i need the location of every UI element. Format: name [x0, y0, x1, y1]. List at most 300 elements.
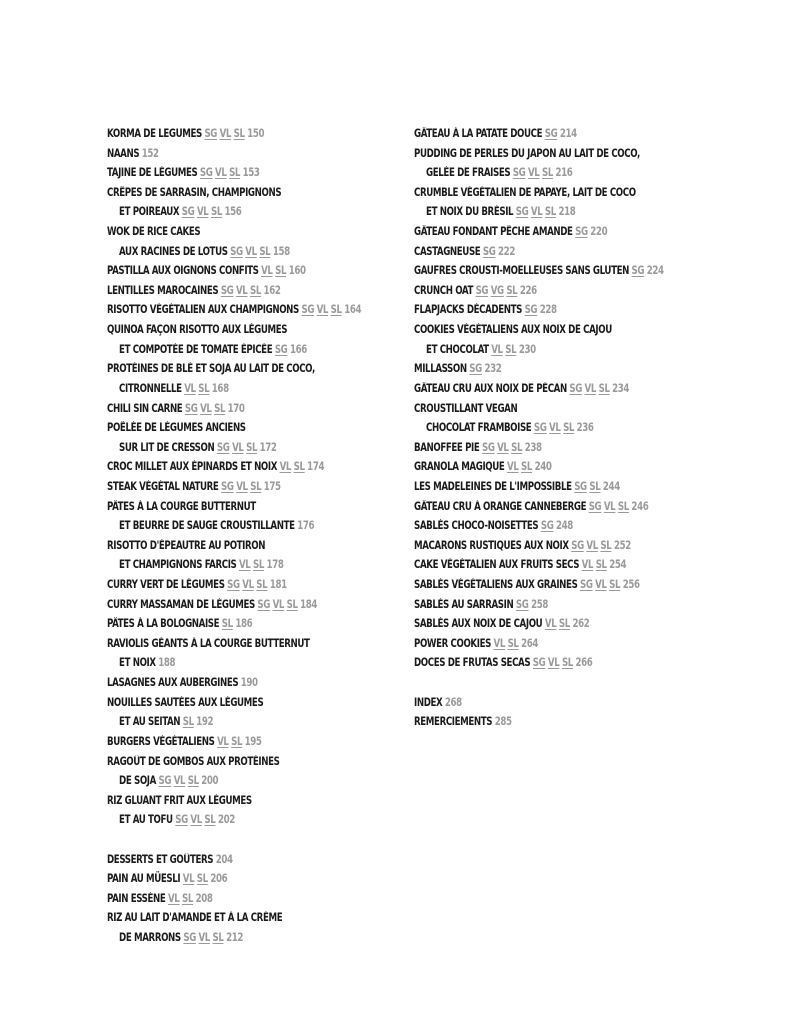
diet-tag-sl: SL: [221, 617, 233, 631]
toc-entry: [107, 693, 365, 713]
diet-tag-vl: VL: [527, 166, 540, 180]
diet-tag-sl: SL: [250, 283, 261, 297]
diet-tag-sl: SL: [182, 891, 193, 905]
entry-title: ET AU TOFU: [119, 813, 173, 827]
diet-tag-sg: SG: [301, 303, 315, 317]
entry-title: ET BEURRE DE SAUGE CROUSTILLANTE: [119, 519, 295, 533]
toc-entry: [107, 614, 365, 634]
page-number: 152: [141, 146, 159, 160]
entry-title: PÂTES À LA COURGE BUTTERNUT: [107, 499, 256, 513]
page-number: 258: [531, 597, 548, 611]
diet-tag-sl: SL: [182, 715, 194, 729]
entry-title: ET COMPOTÉE DE TOMATE ÉPICÉE: [119, 342, 273, 356]
toc-entry: [107, 261, 365, 281]
entry-title: RAGOÛT DE GOMBOS AUX PROTÉINES: [107, 754, 280, 768]
entry-title: KORMA DE LEGUMES: [107, 127, 202, 140]
page-number: 254: [609, 558, 627, 572]
entry-title: ET NOIX: [119, 656, 156, 670]
entry-title: REMERCIEMENTS: [414, 715, 493, 729]
entry-title: SABLÉS CHOCO-NOISETTES: [414, 519, 539, 533]
page-number: 230: [518, 342, 536, 356]
toc-column-left: [107, 124, 407, 948]
toc-entry: [107, 418, 365, 438]
toc-entry: [414, 516, 672, 536]
diet-tag-sl: SL: [521, 460, 533, 474]
diet-tag-vl: VL: [190, 813, 202, 827]
diet-tag-vl: VL: [200, 401, 212, 415]
page-number: 206: [210, 872, 228, 886]
page-number: 262: [572, 617, 590, 631]
diet-tag-sl: SL: [617, 499, 629, 513]
entry-title: GÂTEAU CRU À ORANGE CANNEBERGE: [414, 499, 587, 513]
page-number: 226: [519, 283, 537, 297]
diet-tag-sl: SL: [259, 244, 271, 258]
diet-tag-vl: VL: [261, 264, 273, 278]
diet-tag-sl: SL: [210, 205, 222, 219]
diet-tag-sl: SL: [600, 538, 612, 552]
toc-entry: [414, 595, 672, 615]
diet-tag-sg: SG: [227, 578, 240, 592]
toc-entry: [414, 614, 672, 634]
toc-entry: [107, 183, 365, 203]
diet-tag-vl: VL: [493, 636, 505, 650]
diet-tag-sl: SL: [204, 813, 216, 827]
diet-tag-sl: SL: [214, 401, 226, 415]
page-number: 153: [242, 166, 260, 180]
diet-tag-sg: SG: [515, 597, 529, 611]
entry-title: GÂTEAU CRU AUX NOIX DE PÉCAN: [414, 381, 567, 395]
toc-entry-continuation: [107, 242, 365, 262]
diet-tag-sl: SL: [544, 205, 556, 219]
toc-entry: [107, 300, 365, 320]
diet-tag-sl: SL: [506, 283, 518, 297]
page-number: 268: [444, 695, 462, 709]
page-number: 184: [300, 597, 318, 611]
page-number: 166: [289, 342, 307, 356]
diet-tag-vl: VL: [584, 381, 597, 395]
diet-tag-sg: SG: [257, 597, 270, 611]
entry-title: ET AU SEITAN: [119, 715, 181, 729]
toc-entry: [414, 300, 672, 320]
entry-title: SABLÉS VÉGÉTALIENS AUX GRAINES: [414, 578, 578, 592]
toc-entry: [414, 183, 672, 203]
page-number: 190: [240, 676, 258, 690]
entry-title: CRÊPES DE SARRASIN, CHAMPIGNONS: [107, 185, 282, 199]
toc-entry: [107, 124, 365, 144]
page-number: 228: [539, 303, 557, 317]
diet-tag-sl: SL: [558, 617, 570, 631]
diet-tag-vl: VL: [586, 538, 598, 552]
diet-tag-sl: SL: [212, 930, 224, 944]
entry-title: INDEX: [414, 695, 443, 709]
toc-entry: [414, 634, 672, 654]
entry-title: ET POIREAUX: [119, 205, 180, 219]
toc-entry: [107, 595, 365, 615]
entry-title: CRUMBLE VÉGÉTALIEN DE PAPAYE, LAIT DE COCO: [414, 185, 636, 199]
page-number: 266: [575, 656, 593, 670]
page-number: 212: [226, 930, 244, 944]
diet-tag-sl: SL: [231, 734, 243, 748]
diet-tag-sg: SG: [469, 362, 482, 376]
diet-tag-sl: SL: [505, 342, 517, 356]
toc-entry-continuation: [107, 202, 365, 222]
diet-tag-sg: SG: [158, 774, 172, 788]
entry-title: STEAK VÉGÉTAL NATURE: [107, 479, 219, 493]
diet-tag-sl: SL: [246, 440, 258, 454]
entry-title: PROTÉINES DE BLÉ ET SOJA AU LAIT DE COCO,: [107, 362, 315, 376]
page-number: 252: [613, 538, 631, 552]
diet-tag-sl: SL: [229, 166, 241, 180]
diet-tag-vl: VL: [272, 597, 285, 611]
diet-tag-sg: SG: [482, 244, 496, 258]
page-number: 232: [484, 362, 502, 376]
diet-tag-vl: VL: [182, 872, 195, 886]
toc-entry: [107, 497, 365, 517]
toc-entry-continuation: [107, 653, 365, 673]
diet-tag-vl: VL: [581, 558, 594, 572]
entry-title: DE MARRONS: [119, 930, 181, 944]
page-number: 285: [494, 715, 512, 729]
entry-title: GAUFRES CROUSTI-MOELLEUSES SANS GLUTEN: [414, 264, 629, 278]
diet-tag-sl: SL: [293, 460, 305, 474]
entry-title: CRUNCH OAT: [414, 283, 473, 297]
entry-title: CHILI SIN CARNE: [107, 401, 183, 415]
entry-title: POWER COOKIES: [414, 636, 491, 650]
toc-entry: [414, 653, 672, 673]
diet-tag-vl: VL: [196, 205, 209, 219]
diet-tag-sg: SG: [544, 127, 558, 140]
entry-title: CITRONNELLE: [119, 381, 182, 395]
entry-title: ET CHAMPIGNONS FARCIS: [119, 558, 237, 572]
entry-title: ET CHOCOLAT: [426, 342, 489, 356]
diet-tag-sg: SG: [588, 499, 602, 513]
page-number: 200: [201, 774, 219, 788]
diet-tag-vl: VL: [167, 891, 180, 905]
toc-entry: [414, 261, 672, 281]
entry-title: CURRY MASSAMAN DE LÉGUMES: [107, 597, 255, 611]
diet-tag-vg: VG: [490, 283, 504, 297]
page-number: 164: [344, 303, 362, 317]
diet-tag-sg: SG: [569, 381, 582, 395]
page-number: 244: [602, 479, 620, 493]
diet-tag-sg: SG: [220, 283, 234, 297]
entry-title: PAIN AU MÜESLI: [107, 872, 181, 886]
entry-title: MACARONS RUSTIQUES AUX NOIX: [414, 538, 569, 552]
entry-title: SABLÉS AU SARRASIN: [414, 597, 514, 611]
diet-tag-sl: SL: [275, 264, 287, 278]
entry-title: RAVIOLIS GÉANTS À LA COURGE BUTTERNUT: [107, 636, 310, 650]
diet-tag-sl: SL: [609, 578, 621, 592]
page-number: 248: [556, 519, 573, 533]
entry-title: RIZ GLUANT FRIT AUX LÉGUMES: [107, 793, 252, 807]
diet-tag-sg: SG: [533, 421, 547, 435]
toc-entry: [414, 242, 672, 262]
entry-title: CROUSTILLANT VEGAN: [414, 401, 518, 415]
toc-entry: [107, 320, 365, 340]
diet-tag-vl: VL: [242, 578, 254, 592]
diet-tag-sl: SL: [256, 578, 268, 592]
toc-entry: [414, 575, 672, 595]
toc-entry: [414, 477, 672, 497]
entry-title: WOK DE RICE CAKES: [107, 225, 201, 239]
page-number: 170: [227, 401, 245, 415]
diet-tag-vl: VL: [547, 656, 560, 670]
entry-title: AUX RACINES DE LOTUS: [119, 244, 228, 258]
diet-tag-sl: SL: [286, 597, 298, 611]
page-number: 234: [612, 381, 630, 395]
entry-title: POÊLÉE DE LÉGUMES ANCIENS: [107, 421, 246, 435]
entry-title: ET NOIX DU BRÉSIL: [426, 205, 514, 219]
page-number: 181: [269, 578, 287, 592]
entry-title: LENTILLES MAROCAINES: [107, 283, 219, 297]
diet-tag-sl: SL: [563, 421, 575, 435]
page-number: 172: [259, 440, 277, 454]
toc-entry: [107, 752, 365, 772]
page-number: 224: [646, 264, 664, 278]
diet-tag-vl: VL: [198, 930, 210, 944]
diet-tag-vl: VL: [595, 578, 607, 592]
toc-entry: [414, 222, 672, 242]
entry-title: DE SOJA: [119, 774, 156, 788]
diet-tag-vl: VL: [544, 617, 557, 631]
toc-entry-continuation: [107, 555, 365, 575]
toc-entry: [107, 477, 365, 497]
entry-title: CAKE VÉGÉTALIEN AUX FRUITS SECS: [414, 558, 580, 572]
entry-title: TAJINE DE LÉGUMES: [107, 166, 198, 180]
diet-tag-sg: SG: [571, 538, 584, 552]
toc-entry: [414, 555, 672, 575]
diet-tag-sg: SG: [475, 283, 489, 297]
entry-title: RISOTTO VÉGÉTALIEN AUX CHAMPIGNONS: [107, 303, 299, 317]
page-number: 240: [534, 460, 552, 474]
diet-tag-sl: SL: [198, 381, 210, 395]
diet-tag-vl: VL: [316, 303, 329, 317]
page-number: 202: [217, 813, 235, 827]
page-number: 188: [158, 656, 176, 670]
toc-entry-continuation: [107, 438, 365, 458]
entry-title: NAANS: [107, 146, 140, 160]
page-number: 160: [288, 264, 306, 278]
entry-title: CROC MILLET AUX ÉPINARDS ET NOIX: [107, 460, 278, 474]
entry-title: MILLASSON: [414, 362, 467, 376]
diet-tag-sg: SG: [175, 813, 188, 827]
entry-title: GÂTEAU FONDANT PÊCHE AMANDE: [414, 225, 573, 239]
toc-entry-continuation: [107, 928, 365, 948]
diet-tag-sg: SG: [515, 205, 529, 219]
entry-title: FLAPJACKS DÉCADENTS: [414, 303, 522, 317]
toc-entry: [107, 889, 365, 909]
page-number: 158: [272, 244, 290, 258]
diet-tag-vl: VL: [245, 244, 257, 258]
entry-title: CHOCOLAT FRAMBOISE: [426, 421, 532, 435]
diet-tag-vl: VL: [215, 166, 227, 180]
diet-tag-sg: SG: [524, 303, 538, 317]
toc-entry: [414, 693, 672, 713]
entry-title: DOCES DE FRUTAS SECAS: [414, 656, 531, 670]
diet-tag-sl: SL: [330, 303, 342, 317]
page-number: 208: [195, 891, 213, 905]
page-number: 246: [631, 499, 649, 513]
diet-tag-sg: SG: [221, 479, 234, 493]
page-number: 256: [622, 578, 640, 592]
page-number: 192: [196, 715, 214, 729]
toc-entry-continuation: [414, 340, 672, 360]
toc-entry: [107, 144, 365, 164]
diet-tag-sg: SG: [230, 244, 243, 258]
entry-title: PÂTES À LA BOLOGNAISE: [107, 617, 220, 631]
diet-tag-vl: VL: [238, 558, 251, 572]
diet-tag-sl: SL: [541, 166, 553, 180]
toc-entry: [107, 359, 365, 379]
toc-entry: [414, 457, 672, 477]
diet-tag-sl: SL: [589, 479, 601, 493]
toc-entry: [414, 712, 672, 732]
toc-entry-continuation: [107, 712, 365, 732]
toc-entry-continuation: [107, 516, 365, 536]
diet-tag-sl: SL: [595, 558, 607, 572]
toc-entry: [107, 575, 365, 595]
page-number: 174: [307, 460, 325, 474]
page-number: 264: [521, 636, 539, 650]
page-number: 186: [235, 617, 253, 631]
page-number: 236: [576, 421, 594, 435]
toc-entry: [107, 634, 365, 654]
page-number: 220: [590, 225, 608, 239]
diet-tag-vl: VL: [235, 283, 248, 297]
entry-title: DESSERTS ET GOÛTERS: [107, 852, 214, 866]
toc-entry: [107, 536, 365, 556]
toc-entry-continuation: [414, 163, 672, 183]
page-number: 175: [263, 479, 281, 493]
entry-title: NOUILLES SAUTÉES AUX LÉGUMES: [107, 695, 264, 709]
page-number: 156: [224, 205, 242, 219]
entry-title: PAIN ESSÈNE: [107, 891, 166, 905]
toc-entry: [107, 222, 365, 242]
diet-tag-sg: SG: [183, 930, 196, 944]
diet-tag-sg: SG: [580, 578, 593, 592]
entry-title: PASTILLA AUX OIGNONS CONFITS: [107, 264, 259, 278]
toc-entry: [414, 124, 672, 144]
diet-tag-vl: VL: [219, 127, 232, 140]
toc-entry: [414, 320, 672, 340]
page-number: 214: [559, 127, 577, 140]
entry-title: SUR LIT DE CRESSON: [119, 440, 215, 454]
entry-title: PUDDING DE PERLES DU JAPON AU LAIT DE COCO,: [414, 146, 640, 160]
page-number: 204: [215, 852, 233, 866]
diet-tag-sl: SL: [598, 381, 610, 395]
page-number: 150: [247, 127, 265, 140]
page-number: 178: [266, 558, 284, 572]
page-number: 218: [558, 205, 576, 219]
entry-title: RIZ AU LAIT D'AMANDE ET À LA CRÈME: [107, 911, 283, 925]
toc-entry: [107, 850, 365, 870]
toc-entry: [414, 497, 672, 517]
diet-tag-sl: SL: [511, 440, 523, 454]
diet-tag-sl: SL: [561, 656, 573, 670]
entry-title: LASAGNES AUX AUBERGINES: [107, 676, 239, 690]
diet-tag-sg: SG: [199, 166, 213, 180]
toc-entry-continuation: [107, 379, 365, 399]
diet-tag-vl: VL: [507, 460, 519, 474]
diet-tag-vl: VL: [497, 440, 509, 454]
entry-title: GÂTEAU À LA PATATE DOUCE: [414, 127, 543, 140]
page-number: 176: [297, 519, 315, 533]
diet-tag-vl: VL: [173, 774, 186, 788]
toc-entry: [414, 536, 672, 556]
toc-entry-continuation: [107, 810, 365, 830]
diet-tag-sg: SG: [481, 440, 495, 454]
entry-title: CURRY VERT DE LÉGUMES: [107, 578, 225, 592]
diet-tag-sg: SG: [216, 440, 230, 454]
diet-tag-sg: SG: [274, 342, 288, 356]
entry-title: CASTAGNEUSE: [414, 244, 481, 258]
diet-tag-sg: SG: [204, 127, 218, 140]
entry-title: RISOTTO D'ÉPEAUTRE AU POTIRON: [107, 538, 266, 552]
diet-tag-vl: VL: [279, 460, 292, 474]
toc-column-right: [414, 124, 714, 732]
toc-entry: [414, 144, 672, 164]
page-number: 195: [244, 734, 262, 748]
toc-entry: [107, 732, 365, 752]
diet-tag-sg: SG: [184, 401, 198, 415]
toc-entry: [107, 673, 365, 693]
diet-tag-vl: VL: [232, 440, 244, 454]
page-number: 238: [524, 440, 542, 454]
diet-tag-sl: SL: [187, 774, 199, 788]
diet-tag-vl: VL: [184, 381, 196, 395]
page-number: 168: [211, 381, 229, 395]
toc-entry: [414, 281, 672, 301]
diet-tag-sl: SL: [252, 558, 264, 572]
entry-title: LES MADELEINES DE L'IMPOSSIBLE: [414, 479, 572, 493]
entry-title: GRANOLA MAGIQUE: [414, 460, 505, 474]
diet-tag-sg: SG: [574, 479, 587, 493]
toc-entry-continuation: [414, 202, 672, 222]
entry-title: BANOFFEE PIE: [414, 440, 480, 454]
toc-entry-continuation: [107, 771, 365, 791]
page-number: 222: [498, 244, 515, 258]
toc-entry: [414, 399, 672, 419]
diet-tag-sl: SL: [507, 636, 519, 650]
page-number: 216: [555, 166, 573, 180]
diet-tag-vl: VL: [217, 734, 229, 748]
diet-tag-sg: SG: [540, 519, 554, 533]
diet-tag-vl: VL: [491, 342, 503, 356]
diet-tag-sg: SG: [512, 166, 526, 180]
diet-tag-vl: VL: [603, 499, 616, 513]
toc-entry: [107, 908, 365, 928]
diet-tag-sg: SG: [532, 656, 546, 670]
toc-entry: [107, 457, 365, 477]
diet-tag-vl: VL: [530, 205, 543, 219]
diet-tag-sg: SG: [575, 225, 588, 239]
toc-entry: [414, 379, 672, 399]
entry-title: BURGERS VÉGÉTALIENS: [107, 734, 215, 748]
diet-tag-sl: SL: [233, 127, 245, 140]
toc-entry: [414, 359, 672, 379]
toc-entry-continuation: [414, 418, 672, 438]
entry-title: COOKIES VÉGÉTALIENS AUX NOIX DE CAJOU: [414, 323, 612, 337]
toc-entry: [107, 281, 365, 301]
entry-title: QUINOA FAÇON RISOTTO AUX LÉGUMES: [107, 323, 288, 337]
diet-tag-sg: SG: [181, 205, 195, 219]
page-number: 162: [263, 283, 281, 297]
diet-tag-vl: VL: [236, 479, 248, 493]
toc-entry: [107, 399, 365, 419]
diet-tag-sl: SL: [250, 479, 262, 493]
toc-entry: [107, 869, 365, 889]
toc-entry: [107, 163, 365, 183]
